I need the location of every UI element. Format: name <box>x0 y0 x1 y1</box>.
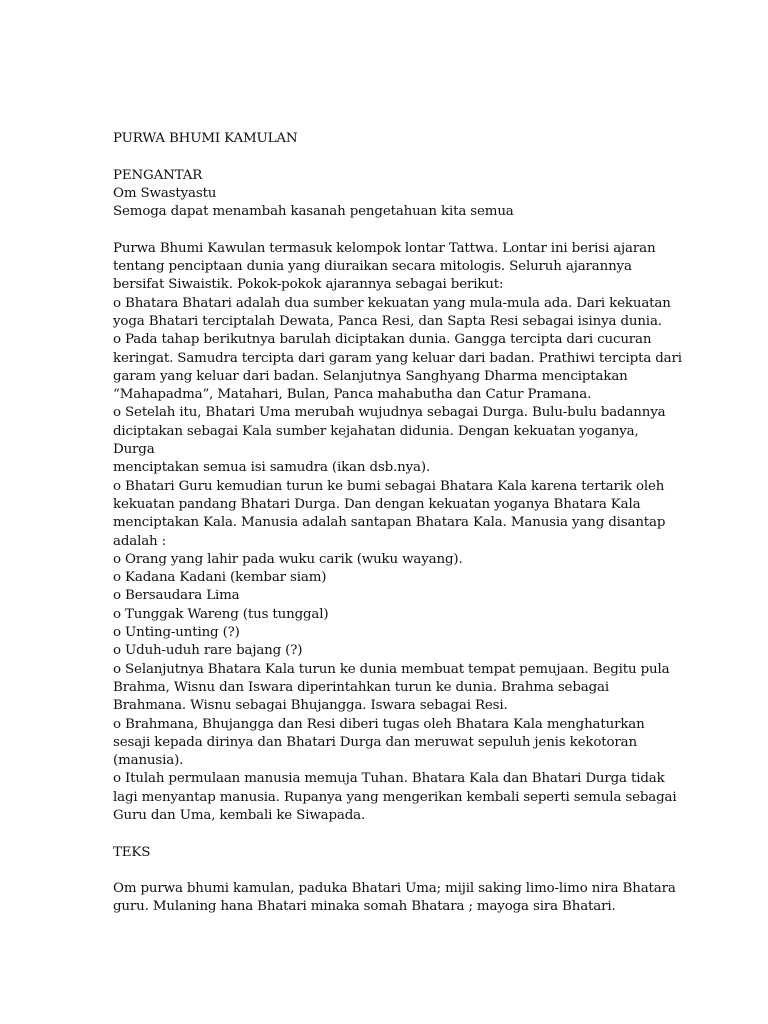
blank-line <box>113 221 673 239</box>
body-line: o Brahmana, Bhujangga dan Resi diberi tugas oleh Bhatara Kala menghaturkan <box>113 716 645 732</box>
body-line: Purwa Bhumi Kawulan termasuk kelompok lontar Tattwa. Lontar ini berisi ajaran <box>113 240 656 256</box>
body-line: Guru dan Uma, kembali ke Siwapada. <box>113 807 366 823</box>
body-line: o Bersaudara Lima <box>113 588 240 604</box>
body-line: o Unting-unting (?) <box>113 625 240 641</box>
blank-line <box>113 862 673 880</box>
body-line: (manusia). <box>113 753 184 769</box>
blank-line <box>113 148 673 166</box>
greeting: Om Swastyastu <box>113 185 217 201</box>
blank-line <box>113 825 673 843</box>
body-line: tentang penciptaan dunia yang diuraikan secara mitologis. Seluruh ajarannya <box>113 259 632 275</box>
body-line: Durga <box>113 442 155 458</box>
body-line: o Bhatara Bhatari adalah dua sumber kekuatan yang mula-mula ada. Dari kekuatan <box>113 295 671 311</box>
body-line: o Selanjutnya Bhatara Kala turun ke dunia membuat tempat pemujaan. Begitu pula <box>113 661 670 677</box>
body-line: o Orang yang lahir pada wuku carik (wuku wayang). <box>113 551 463 567</box>
text-line: guru. Mulaning hana Bhatari minaka somah Bhatara ; mayoga sira Bhatari. <box>113 899 616 915</box>
body-line: Brahma, Wisnu dan Iswara diperintahkan turun ke dunia. Brahma sebagai <box>113 679 609 695</box>
body-line: menciptakan semua isi samudra (ikan dsb.nya). <box>113 460 431 476</box>
body-line: “Mahapadma”, Matahari, Bulan, Panca mahabutha dan Catur Pramana. <box>113 387 592 403</box>
body-line: yoga Bhatari terciptalah Dewata, Panca Resi, dan Sapta Resi sebagai isinya dunia. <box>113 313 662 329</box>
body-line: o Setelah itu, Bhatari Uma merubah wujudnya sebagai Durga. Bulu-bulu badannya <box>113 405 666 421</box>
body-line: bersifat Siwaistik. Pokok-pokok ajarannya sebagai berikut: <box>113 277 504 293</box>
body-line: Brahmana. Wisnu sebagai Bhujangga. Iswara sebagai Resi. <box>113 698 508 714</box>
body-line: keringat. Samudra tercipta dari garam yang keluar dari badan. Prathiwi tercipta dari <box>113 350 682 366</box>
body-line: lagi menyantap manusia. Rupanya yang mengerikan kembali seperti semula sebagai <box>113 789 677 805</box>
greeting-wish: Semoga dapat menambah kasanah pengetahuan kita semua <box>113 204 514 220</box>
body-line: o Itulah permulaan manusia memuja Tuhan. Bhatara Kala dan Bhatari Durga tidak <box>113 771 665 787</box>
document-title: PURWA BHUMI KAMULAN <box>113 131 298 146</box>
intro-heading: PENGANTAR <box>113 167 203 183</box>
text-line: Om purwa bhumi kamulan, paduka Bhatari Uma; mijil saking limo-limo nira Bhatara <box>113 881 676 897</box>
body-line: sesaji kepada dirinya dan Bhatari Durga dan meruwat sepuluh jenis kekotoran <box>113 734 637 750</box>
body-line: o Kadana Kadani (kembar siam) <box>113 570 327 586</box>
body-line: o Tunggak Wareng (tus tunggal) <box>113 606 329 622</box>
text-heading: TEKS <box>113 844 151 860</box>
body-line: garam yang keluar dari badan. Selanjutnya Sanghyang Dharma menciptakan <box>113 368 628 384</box>
body-line: o Pada tahap berikutnya barulah diciptakan dunia. Gangga tercipta dari cucuran <box>113 332 652 348</box>
body-line: adalah : <box>113 533 166 549</box>
body-line: menciptakan Kala. Manusia adalah santapan Bhatara Kala. Manusia yang disantap <box>113 515 666 531</box>
document-text <box>113 130 682 917</box>
body-line: o Uduh-uduh rare bajang (?) <box>113 643 303 659</box>
body-line: diciptakan sebagai Kala sumber kejahatan didunia. Dengan kekuatan yoganya, <box>113 423 639 439</box>
body-line: kekuatan pandang Bhatari Durga. Dan dengan kekuatan yoganya Bhatara Kala <box>113 496 641 512</box>
body-line: o Bhatari Guru kemudian turun ke bumi sebagai Bhatara Kala karena tertarik oleh <box>113 478 665 494</box>
